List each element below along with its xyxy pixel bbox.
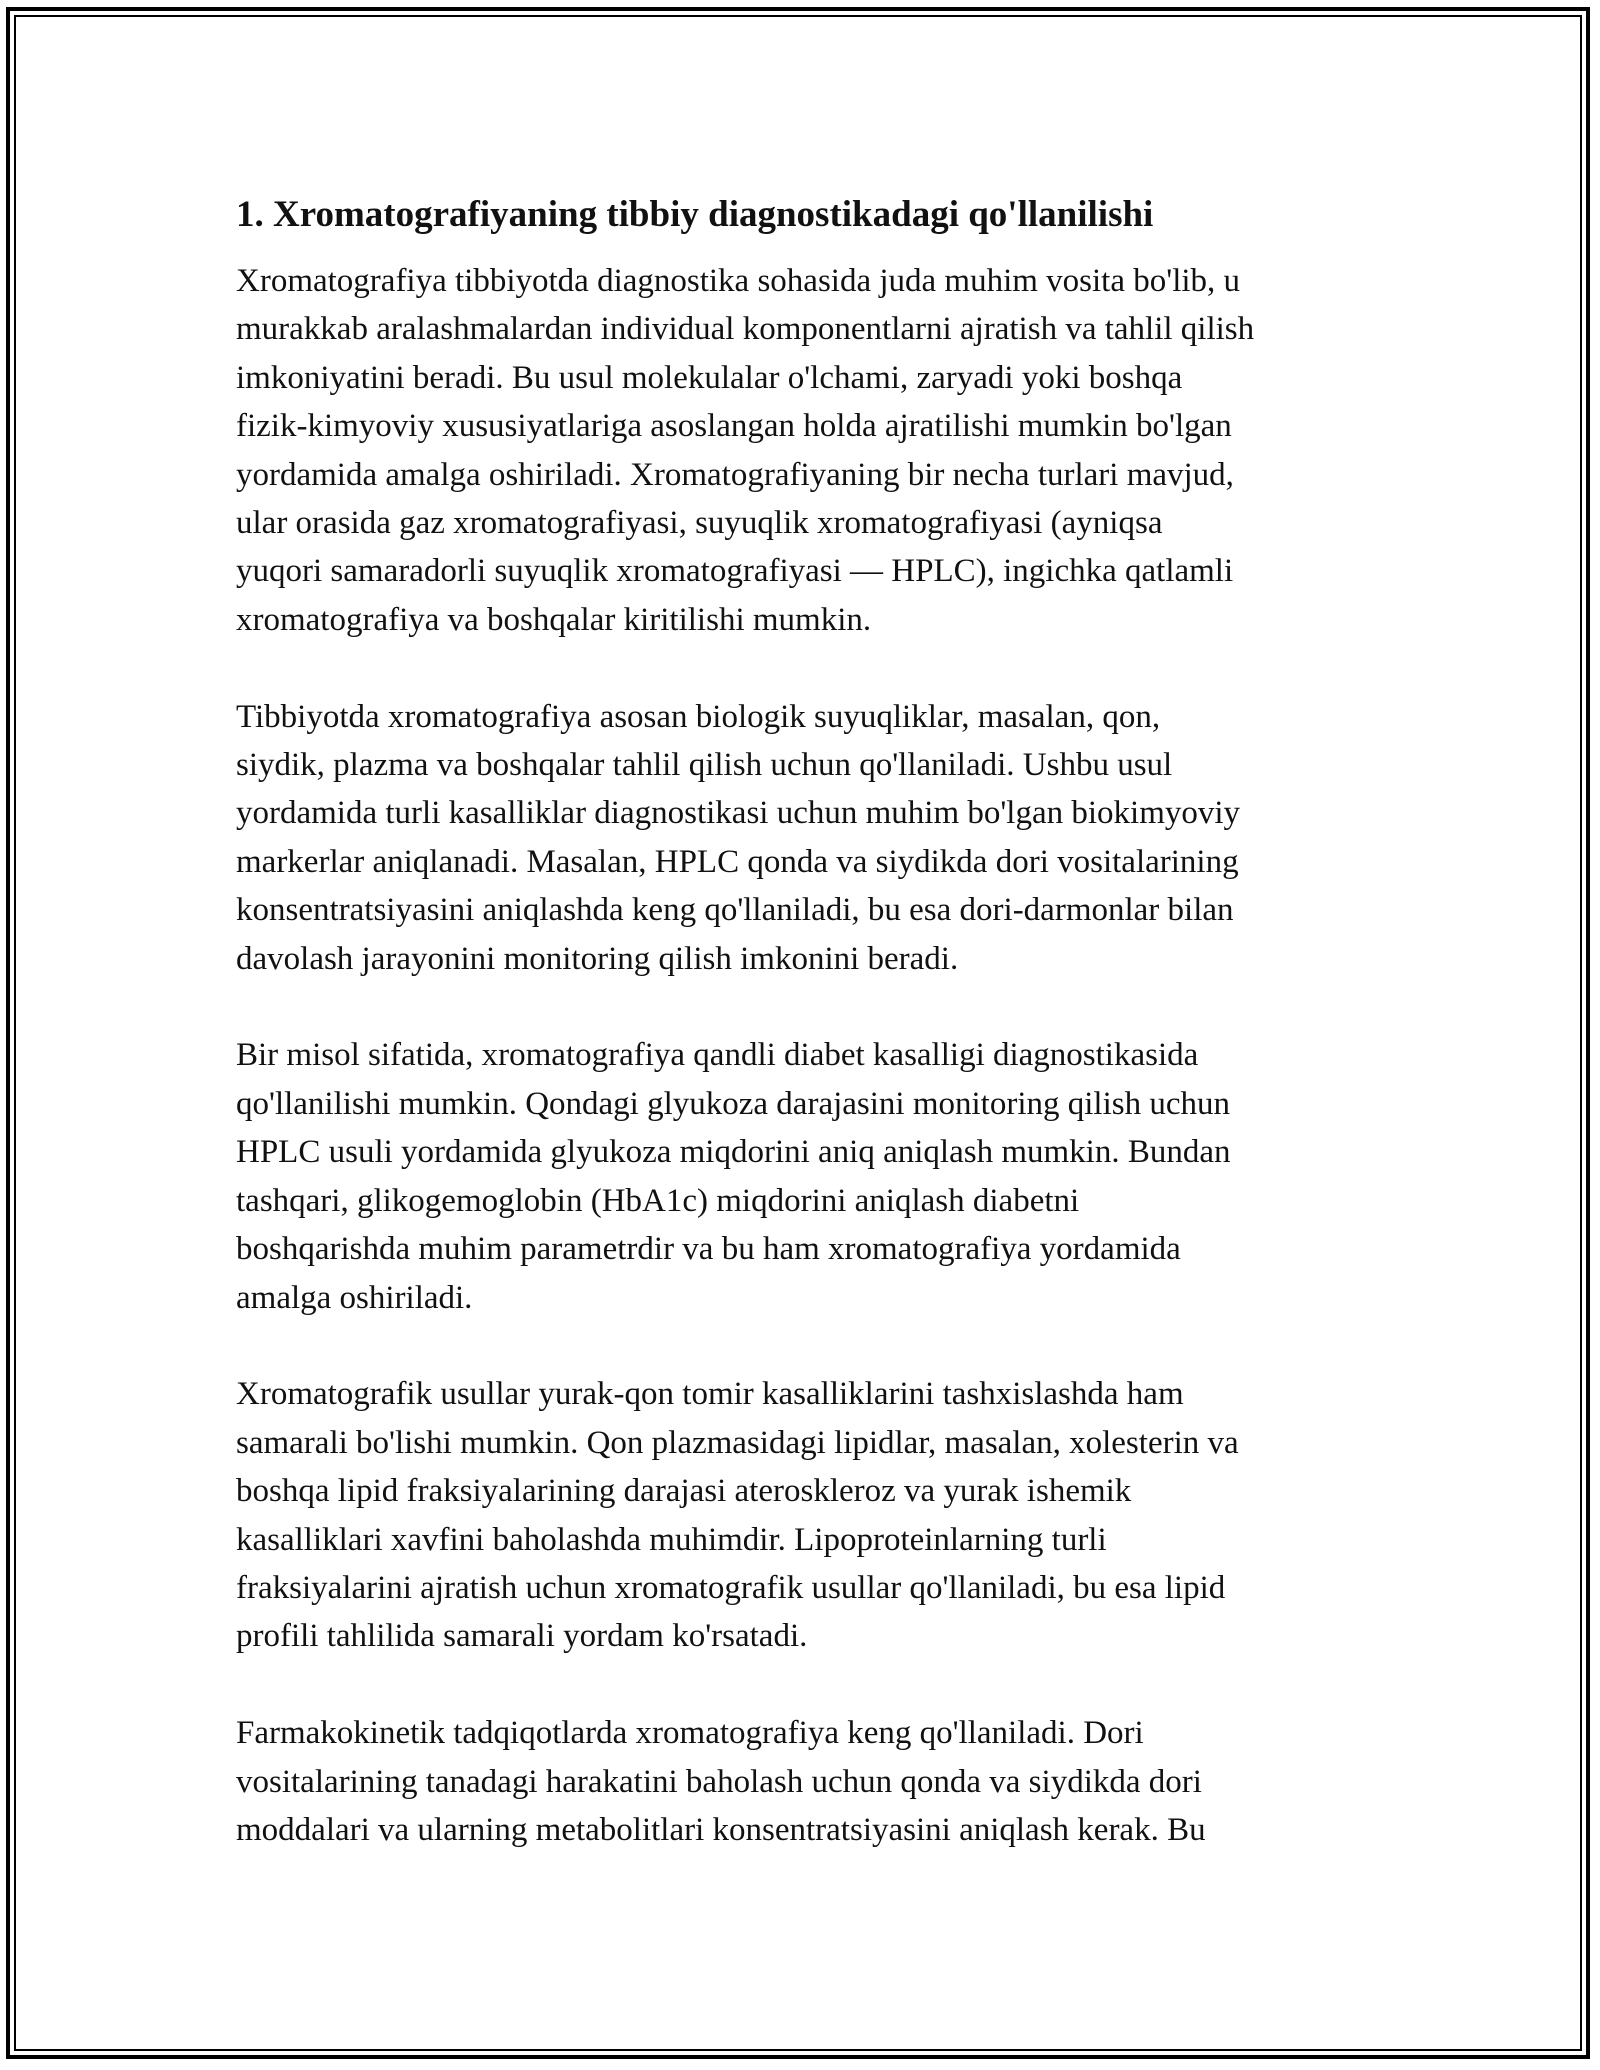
- text-line: amalga oshiriladi.: [236, 1279, 473, 1316]
- text-line: profili tahlilida samarali yordam ko'rsatadi.: [236, 1618, 808, 1655]
- text-line: Xromatografiya tibbiyotda diagnostika sohasida juda muhim vosita bo'lib, u: [236, 263, 1241, 299]
- text-line: Xromatografik usullar yurak-qon tomir kasalliklarini tashxislashda ham: [236, 1376, 1184, 1413]
- text-line: fizik-kimyoviy xususiyatlariga asoslangan holda ajratilishi mumkin bo'lgan: [236, 408, 1232, 445]
- paragraph-diabetes: [236, 1031, 1386, 1321]
- text-line: samarali bo'lishi mumkin. Qon plazmasidagi lipidlar, masalan, xolesterin va: [236, 1424, 1239, 1461]
- paragraph-medical-use: [236, 693, 1386, 983]
- paragraph-intro: [236, 257, 1386, 644]
- text-line: tashqari, glikogemoglobin (HbA1c) miqdorini aniqlash diabetni: [236, 1182, 1080, 1219]
- text-line: imkoniyatini beradi. Bu usul molekulalar o'lchami, zaryadi yoki boshqa: [236, 359, 1183, 396]
- paragraph-spacer: [236, 644, 1386, 692]
- text-line: murakkab aralashmalardan individual komponentlarni ajratish va tahlil qilish: [236, 311, 1255, 348]
- text-line: yuqori samaradorli suyuqlik xromatografiyasi — HPLC), ingichka qatlamli: [236, 553, 1234, 590]
- text-line: siydik, plazma va boshqalar tahlil qilish uchun qo'llaniladi. Ushbu usul: [236, 747, 1173, 784]
- text-line: yordamida turli kasalliklar diagnostikasi uchun muhim bo'lgan biokimyoviy: [236, 795, 1241, 832]
- text-line: ular orasida gaz xromatografiyasi, suyuqlik xromatografiyasi (ayniqsa: [236, 505, 1163, 542]
- text-line: moddalari va ularning metabolitlari konsentratsiyasini aniqlash kerak. Bu: [236, 1811, 1206, 1848]
- section-heading: 1. Xromatografiyaning tibbiy diagnostikadagi qo'llanilishi: [236, 194, 1154, 235]
- text-line: yordamida amalga oshiriladi. Xromatografiyaning bir necha turlari mavjud,: [236, 456, 1234, 493]
- text-line: konsentratsiyasini aniqlashda keng qo'llaniladi, bu esa dori-darmonlar bilan: [236, 892, 1234, 929]
- paragraph-spacer: [236, 1661, 1386, 1709]
- text-line: qo'llanilishi mumkin. Qondagi glyukoza darajasini monitoring qilish uchun: [236, 1085, 1230, 1122]
- text-line: davolash jarayonini monitoring qilish imkonini beradi.: [236, 940, 959, 977]
- paragraph-pharmacokinetics: [236, 1709, 1386, 1854]
- paragraph-spacer: [236, 983, 1386, 1031]
- paragraph-spacer: [236, 1322, 1386, 1370]
- text-line: vositalarining tanadagi harakatini baholash uchun qonda va siydikda dori: [236, 1763, 1202, 1800]
- text-line: Tibbiyotda xromatografiya asosan biologik suyuqliklar, masalan, qon,: [236, 698, 1161, 735]
- text-line: markerlar aniqlanadi. Masalan, HPLC qonda va siydikda dori vositalarining: [236, 843, 1239, 880]
- text-line: boshqa lipid fraksiyalarining darajasi ateroskleroz va yurak ishemik: [236, 1473, 1132, 1510]
- text-line: HPLC usuli yordamida glyukoza miqdorini aniq aniqlash mumkin. Bundan: [236, 1134, 1231, 1171]
- text-line: xromatografiya va boshqalar kiritilishi mumkin.: [236, 601, 872, 638]
- paragraph-cardiovascular: [236, 1370, 1386, 1660]
- text-line: boshqarishda muhim parametrdir va bu ham xromatografiya yordamida: [236, 1231, 1181, 1268]
- text-line: Farmakokinetik tadqiqotlarda xromatografiya keng qo'llaniladi. Dori: [236, 1715, 1144, 1752]
- text-line: Bir misol sifatida, xromatografiya qandli diabet kasalligi diagnostikasida: [236, 1037, 1199, 1074]
- text-line: fraksiyalarini ajratish uchun xromatografik usullar qo'llaniladi, bu esa lipid: [236, 1569, 1226, 1606]
- document-body: [236, 187, 1386, 1854]
- text-line: kasalliklari xavfini baholashda muhimdir. Lipoproteinlarning turli: [236, 1521, 1107, 1558]
